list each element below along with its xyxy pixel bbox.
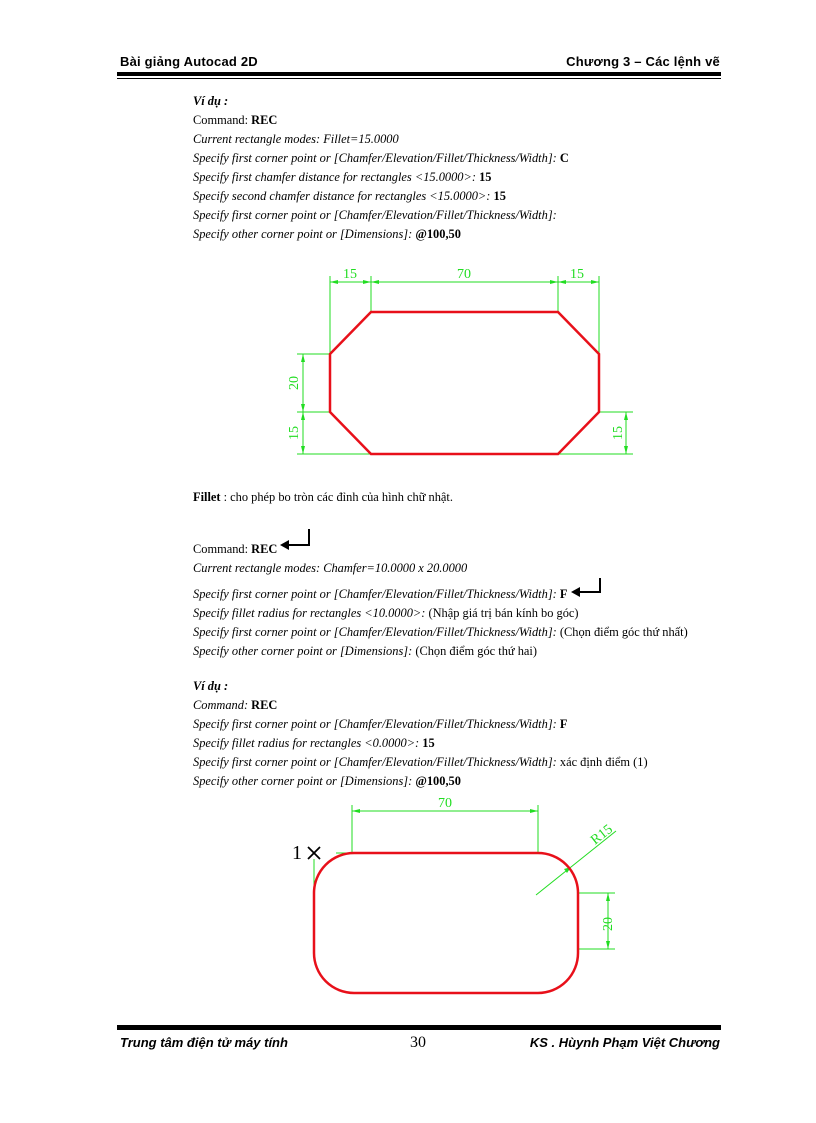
command-label: Command:	[193, 698, 252, 712]
fillet-line5	[193, 642, 721, 661]
footer-center-name: Trung tâm điện tử máy tính	[120, 1035, 288, 1050]
example1-command-line	[193, 111, 721, 130]
enter-key-icon	[571, 578, 603, 600]
figure2-labels	[438, 796, 616, 931]
prompt: Specify first corner point or [Chamfer/Elevation/Fillet/Thickness/Width]:	[193, 587, 560, 601]
note: (Chọn điểm góc thứ nhất)	[559, 625, 688, 639]
point-marker-icon	[308, 847, 320, 859]
figure1-arrows	[301, 280, 628, 454]
fillet-command-line	[193, 529, 721, 559]
note: xác định điểm (1)	[559, 755, 648, 769]
example2-command-line	[193, 696, 721, 715]
example1-line4	[193, 187, 721, 206]
prompt: Specify fillet radius for rectangles <0.0000>:	[193, 736, 423, 750]
figure2-arrows	[352, 809, 610, 949]
header-course-title: Bài giảng Autocad 2D	[120, 54, 258, 69]
arrow	[301, 446, 305, 454]
point-label: 1	[292, 842, 302, 864]
value: @100,50	[415, 227, 461, 241]
fillet-line4	[193, 623, 721, 642]
note: (Nhập giá trị bán kính bo góc)	[428, 606, 579, 620]
value: 15	[422, 736, 435, 750]
value: C	[559, 151, 569, 165]
prompt: Specify other corner point or [Dimensions]:	[193, 644, 416, 658]
prompt: Specify first corner point or [Chamfer/Elevation/Fillet/Thickness/Width]:	[193, 625, 560, 639]
example1-line2	[193, 149, 721, 168]
example2-line4	[193, 772, 721, 791]
value: 15	[493, 189, 506, 203]
example1-line3	[193, 168, 721, 187]
fillet-line3	[193, 604, 721, 623]
arrow	[301, 354, 305, 362]
dim-label-right: 15	[611, 426, 626, 440]
dim-label-right: 20	[601, 917, 616, 931]
example1-line6	[193, 225, 721, 244]
arrow	[558, 280, 566, 284]
prompt: Specify fillet radius for rectangles <10.0000>:	[193, 606, 429, 620]
arrow	[301, 412, 305, 420]
value: @100,50	[415, 774, 461, 788]
arrow	[624, 412, 628, 420]
dim-label-radius: R15	[588, 821, 616, 849]
arrow	[330, 280, 338, 284]
value: 15	[479, 170, 492, 184]
command-value: REC	[251, 698, 278, 712]
chamfered-rectangle-shape	[330, 312, 599, 454]
fillet-term: Fillet	[193, 490, 221, 504]
dim-label-left-upper: 20	[287, 376, 302, 390]
arrow	[301, 404, 305, 412]
arrow	[550, 280, 558, 284]
value: F	[559, 587, 568, 601]
example2-title: Ví dụ :	[193, 679, 229, 693]
command-label: Command:	[193, 113, 252, 127]
dim-label-top: 70	[438, 796, 452, 811]
arrow	[606, 893, 610, 901]
header-rule-thick	[117, 72, 721, 76]
fillet-line2	[193, 578, 721, 604]
fillet-description-text: : cho phép bo tròn các đỉnh của hình chữ nhật.	[220, 490, 453, 504]
footer-author: KS . Hùynh Phạm Việt Chương	[529, 1035, 720, 1050]
example2-line3	[193, 753, 721, 772]
arrow	[591, 280, 599, 284]
dim-label-left-lower: 15	[287, 426, 302, 440]
prompt: Specify second chamfer distance for rectangles <15.0000>:	[193, 189, 494, 203]
arrow	[352, 809, 360, 813]
arrow	[371, 280, 379, 284]
chamfer-rectangle-figure	[193, 244, 721, 472]
figure2-dimensions	[314, 805, 616, 949]
example1-line5: Specify first corner point or [Chamfer/Elevation/Fillet/Thickness/Width]:	[193, 208, 557, 222]
arrow	[606, 941, 610, 949]
arrow	[624, 446, 628, 454]
enter-key-icon	[280, 529, 312, 555]
filleted-rectangle-shape	[314, 853, 578, 993]
page-number: 30	[410, 1034, 426, 1051]
figure1-labels	[287, 267, 626, 440]
command-value: REC	[251, 542, 278, 556]
header-chapter-title: Chương 3 – Các lệnh vẽ	[566, 54, 720, 69]
header-rule-thin	[117, 78, 721, 79]
example2-line2	[193, 734, 721, 753]
prompt: Specify first corner point or [Chamfer/Elevation/Fillet/Thickness/Width]:	[193, 717, 560, 731]
prompt: Specify first corner point or [Chamfer/Elevation/Fillet/Thickness/Width]:	[193, 151, 560, 165]
prompt: Specify first corner point or [Chamfer/Elevation/Fillet/Thickness/Width]:	[193, 755, 560, 769]
fillet-line1: Current rectangle modes: Chamfer=10.0000 x 20.0000	[193, 561, 468, 575]
fillet-rectangle-figure	[193, 791, 721, 996]
arrow	[363, 280, 371, 284]
prompt: Specify first chamfer distance for rectangles <15.0000>:	[193, 170, 480, 184]
dim-label-top-middle: 70	[457, 267, 471, 282]
prompt: Specify other corner point or [Dimensions]:	[193, 774, 416, 788]
example2-line1	[193, 715, 721, 734]
value: F	[559, 717, 568, 731]
dim-label-top-right: 15	[570, 267, 584, 282]
arrow	[530, 809, 538, 813]
command-label: Command:	[193, 542, 252, 556]
command-value: REC	[251, 113, 278, 127]
note: (Chọn điểm góc thứ hai)	[415, 644, 537, 658]
footer-rule-thick	[117, 1025, 721, 1030]
page-content	[193, 92, 721, 996]
example1-line1: Current rectangle modes: Fillet=15.0000	[193, 132, 399, 146]
example1-title: Ví dụ :	[193, 94, 229, 108]
fillet-description	[193, 488, 721, 507]
prompt: Specify other corner point or [Dimensions]:	[193, 227, 416, 241]
dim-label-top-left: 15	[343, 267, 357, 282]
